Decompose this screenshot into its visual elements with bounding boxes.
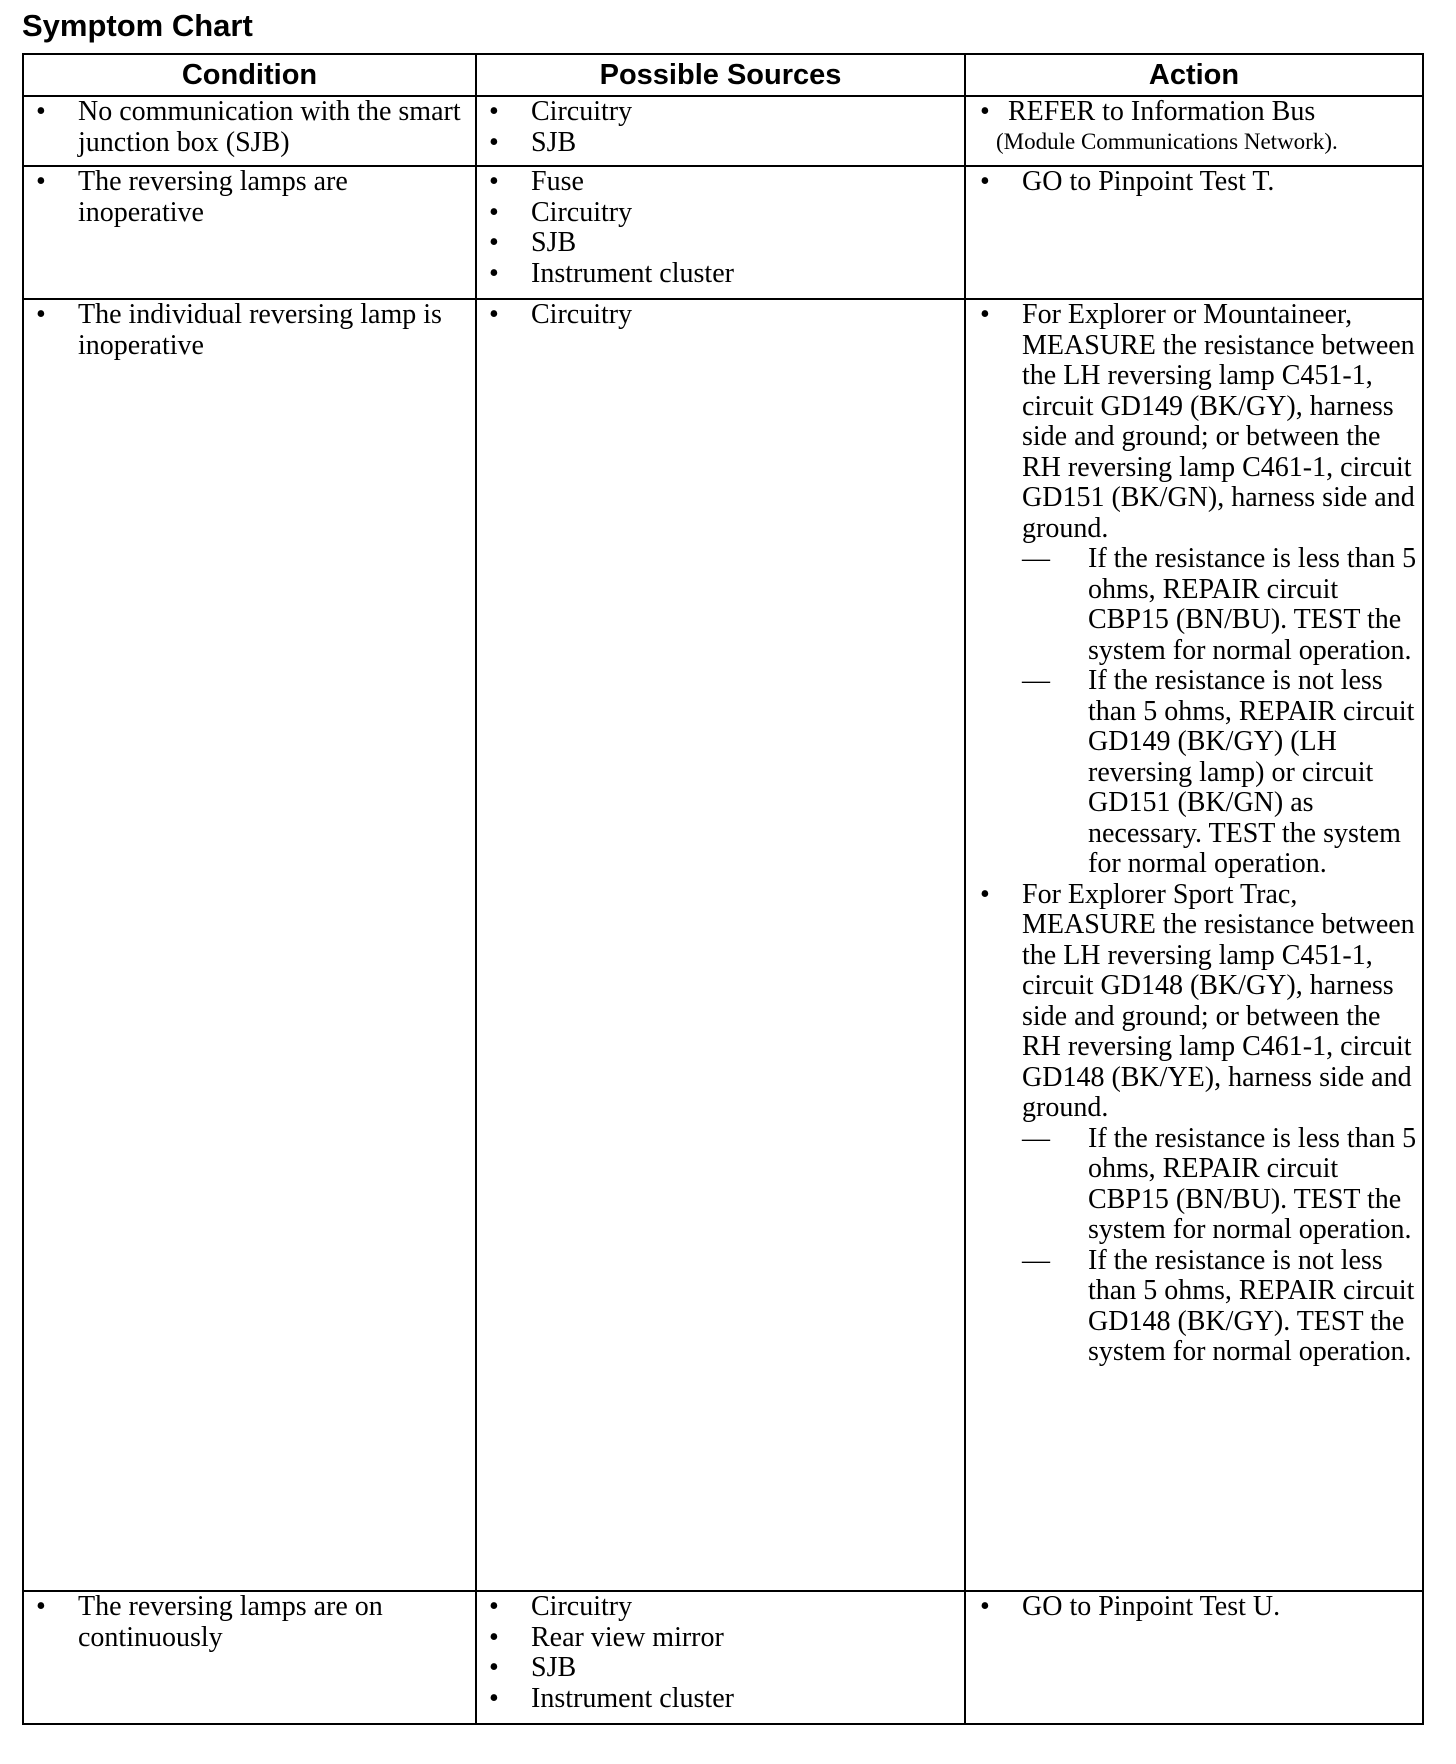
bullet-icon: • xyxy=(980,878,990,910)
header-action: Action xyxy=(965,54,1423,96)
source-text: Fuse xyxy=(531,166,584,197)
dash-icon: — xyxy=(1022,543,1050,574)
table-row xyxy=(23,166,1423,299)
dash-icon: — xyxy=(1022,665,1050,696)
table-row xyxy=(23,299,1423,1591)
sub-list-item xyxy=(1022,1124,1422,1246)
sub-action-text: If the resistance is less than 5 ohms, REPAIR circuit CBP15 (BN/BU). TEST the system for normal operation. xyxy=(1088,1122,1417,1245)
action-cell xyxy=(965,299,1423,1591)
bullet-icon: • xyxy=(980,1591,990,1622)
action-cell xyxy=(965,166,1423,299)
list-item xyxy=(477,300,964,331)
bullet-icon: • xyxy=(489,166,499,197)
header-row xyxy=(23,54,1423,96)
bullet-icon: • xyxy=(489,1591,499,1622)
list-item xyxy=(24,300,475,361)
source-text: SJB xyxy=(531,227,577,258)
sources-cell xyxy=(476,96,965,166)
action-text: GO to Pinpoint Test T. xyxy=(1022,166,1275,197)
action-text: GO to Pinpoint Test U. xyxy=(1022,1591,1281,1622)
bullet-icon: • xyxy=(36,166,46,197)
sources-cell xyxy=(476,299,965,1591)
list-item xyxy=(24,1592,475,1653)
list-item xyxy=(966,1592,1422,1623)
bullet-icon: • xyxy=(489,1652,499,1683)
condition-cell xyxy=(23,96,476,166)
header-possible-sources: Possible Sources xyxy=(476,54,965,96)
sub-list-item xyxy=(1022,1246,1422,1368)
list-item xyxy=(477,198,964,229)
list-item xyxy=(477,1684,964,1715)
sources-cell xyxy=(476,166,965,299)
header-condition: Condition xyxy=(23,54,476,96)
source-text: Circuitry xyxy=(531,196,633,228)
list-item xyxy=(24,167,475,228)
condition-text: No communication with the smart junction box (SJB) xyxy=(78,96,461,158)
source-text: Instrument cluster xyxy=(531,257,734,289)
condition-cell xyxy=(23,299,476,1591)
list-item xyxy=(477,259,964,290)
sub-list-item xyxy=(1022,544,1422,666)
symptom-chart-table xyxy=(22,53,1424,1725)
bullet-icon: • xyxy=(489,126,499,158)
action-cell xyxy=(965,96,1423,166)
list-item xyxy=(477,228,964,259)
bullet-icon: • xyxy=(36,96,46,127)
condition-cell xyxy=(23,1591,476,1724)
sub-action-text: If the resistance is less than 5 ohms, REPAIR circuit CBP15 (BN/BU). TEST the system for normal operation. xyxy=(1088,543,1417,666)
table-row xyxy=(23,96,1423,166)
bullet-icon: • xyxy=(36,299,46,330)
list-item xyxy=(966,880,1422,1368)
condition-cell xyxy=(23,166,476,299)
bullet-icon: • xyxy=(489,1621,499,1653)
action-text: For Explorer or Mountaineer, MEASURE the resistance between the LH reversing lamp C451-1, circuit GD149 (BK/GY), harness side and ground; or between the RH reversing lamp C461-1, circuit GD151 (BK/GN), harness side and ground. xyxy=(1022,299,1415,544)
list-item xyxy=(477,1653,964,1684)
bullet-icon: • xyxy=(489,299,499,330)
source-text: Circuitry xyxy=(531,96,633,127)
bullet-icon: • xyxy=(980,299,990,330)
sub-list-item xyxy=(1022,666,1422,880)
source-text: Circuitry xyxy=(531,1591,633,1622)
condition-text: The individual reversing lamp is inoperative xyxy=(78,299,442,361)
condition-text: The reversing lamps are on continuously xyxy=(78,1591,383,1653)
table-row xyxy=(23,1591,1423,1724)
action-text: For Explorer Sport Trac, MEASURE the resistance between the LH reversing lamp C451-1, circuit GD148 (BK/GY), harness side and ground; or between the RH reversing lamp C461-1, circuit GD148 (BK/YE), harness side and ground. xyxy=(1022,878,1415,1123)
bullet-icon: • xyxy=(36,1591,46,1622)
list-item xyxy=(477,97,964,128)
list-item xyxy=(477,1623,964,1654)
list-item xyxy=(477,1592,964,1623)
bullet-icon: • xyxy=(980,96,990,127)
dash-icon: — xyxy=(1022,1122,1050,1154)
sub-action-text: If the resistance is not less than 5 ohms, REPAIR circuit GD149 (BK/GY) (LH reversing lamp) or circuit GD151 (BK/GN) as necessary. TEST the system for normal operation. xyxy=(1088,665,1415,879)
bullet-icon: • xyxy=(980,166,990,197)
source-text: SJB xyxy=(531,126,577,158)
source-text: Circuitry xyxy=(531,299,633,330)
sub-action-text: If the resistance is not less than 5 ohms, REPAIR circuit GD148 (BK/GY). TEST the system for normal operation. xyxy=(1088,1244,1415,1367)
dash-icon: — xyxy=(1022,1244,1050,1276)
sources-cell xyxy=(476,1591,965,1724)
bullet-icon: • xyxy=(489,96,499,127)
source-text: SJB xyxy=(531,1652,577,1683)
bullet-icon: • xyxy=(489,227,499,258)
bullet-icon: • xyxy=(489,196,499,228)
list-item xyxy=(966,300,1422,880)
list-item xyxy=(966,167,1422,198)
bullet-icon: • xyxy=(489,1682,499,1714)
action-cell xyxy=(965,1591,1423,1724)
condition-text: The reversing lamps are inoperative xyxy=(78,166,348,228)
action-note: (Module Communications Network). xyxy=(996,128,1338,154)
bullet-icon: • xyxy=(489,257,499,289)
action-text: REFER to Information Bus xyxy=(1008,96,1316,127)
list-item xyxy=(24,97,475,158)
list-item xyxy=(966,97,1422,156)
list-item xyxy=(477,128,964,159)
source-text: Rear view mirror xyxy=(531,1621,724,1653)
source-text: Instrument cluster xyxy=(531,1682,734,1714)
list-item xyxy=(477,167,964,198)
page-title: Symptom Chart xyxy=(22,8,253,43)
